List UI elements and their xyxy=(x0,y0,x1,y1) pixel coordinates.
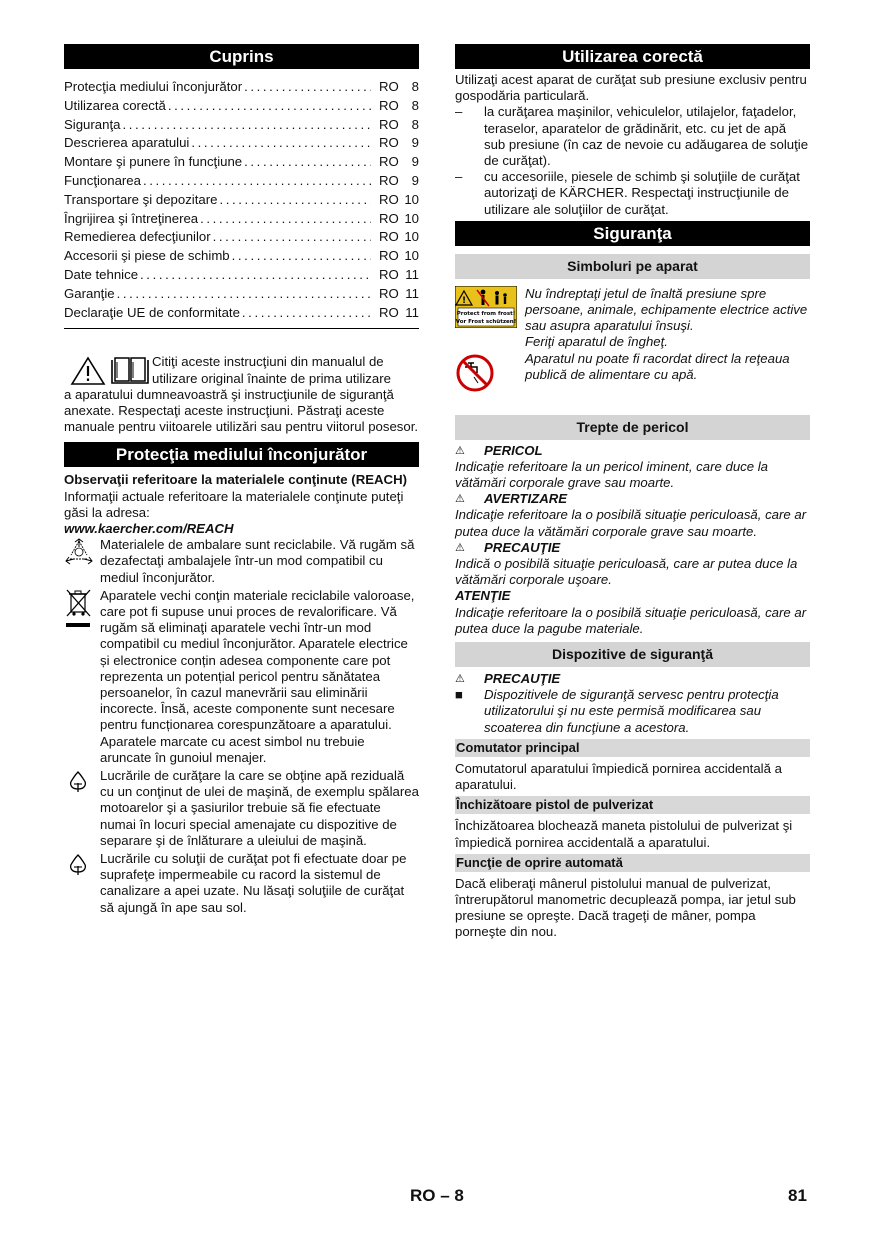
reach-text: Informaţii actuale referitoare la materialele conţinute puteţi găsi la adresa: xyxy=(64,488,404,520)
hazard-label: ATENŢIE xyxy=(455,588,511,604)
gun-lock-heading: Închizătoare pistol de pulverizat xyxy=(455,796,810,814)
symbols-text-frost: Feriţi aparatul de îngheţ. xyxy=(525,334,668,350)
toc-entry[interactable]: Utilizarea corectă ..... RO 8 xyxy=(64,97,419,116)
detergent-text: Lucrările cu soluţii de curăţat pot fi efectuate doar pe suprafeţe impermeabile cu racord la sistemul de canalizare a apei uzate. Nu lăsaţi soluţiile de curăţat să ajungă în ape sau sol. xyxy=(100,851,407,915)
toc-entry[interactable]: Remedierea defecţiunilor ..... RO 10 xyxy=(64,228,419,247)
use-intro: Utilizaţi acest aparat de curăţat sub presiune exclusiv pentru gospodăria particulară. xyxy=(455,72,807,104)
footer-section: RO – 8 xyxy=(410,1186,464,1205)
symbols-text-jet: Nu îndreptaţi jetul de înaltă presiune spre persoane, animale, echipamente electrice active sau asupra aparatului însuşi. xyxy=(525,285,808,334)
right-column xyxy=(455,44,810,941)
water-drop-icon xyxy=(66,769,90,793)
env-item xyxy=(64,588,419,766)
main-switch-heading: Comutator principal xyxy=(455,739,810,757)
warning-icon: ⚠ xyxy=(455,444,465,457)
toc-entry[interactable]: Transportare şi depozitare ..... RO 10 xyxy=(64,191,419,210)
hazard-heading: Trepte de pericol xyxy=(455,415,810,440)
hazard-label: ⚠ AVERTIZARE xyxy=(455,491,568,507)
manual-book-icon xyxy=(109,356,151,386)
toc-entry[interactable]: Declaraţie UE de conformitate ..... RO 11 xyxy=(64,304,419,323)
warning-icon: ⚠ xyxy=(455,541,465,554)
toc-entry[interactable]: Accesorii şi piese de schimb ..... RO 10 xyxy=(64,247,419,266)
toc-divider xyxy=(64,328,419,329)
hazard-text: Indicaţie referitoare la o posibilă situaţie periculoasă, care ar putea duce la pagube materiale. xyxy=(455,604,807,636)
intro-block xyxy=(64,354,419,435)
toc-entry[interactable]: Montare şi punere în funcţiune ..... RO 9 xyxy=(64,153,419,172)
hazard-label: ⚠ PRECAUŢIE xyxy=(455,539,561,555)
toc-entry[interactable]: Siguranţa ..... RO 8 xyxy=(64,116,419,135)
hazard-text: Indicaţie referitoare la un pericol iminent, care duce la vătămări corporale grave sau moarte. xyxy=(455,458,769,491)
oil-water-text: Lucrările de curăţare la care se obţine apă reziduală cu un conţinut de ulei de maşină, de exemplu spălarea motoarelor şi a şasiurilor trebuie să fie efectuate numai în locuri special amenajate cu dispozitive de separare şi de înlăturare a uleiului de maşină. xyxy=(100,768,419,848)
symbols-text-water: Aparatul nu poate fi racordat direct la reţeaua publică de alimentare cu apă. xyxy=(525,350,790,382)
toc-entry[interactable]: Îngrijirea şi întreţinerea ..... RO 10 xyxy=(64,210,419,229)
warning-icon: ⚠ xyxy=(455,493,465,506)
env-item xyxy=(64,851,419,916)
symbols-heading: Simboluri pe aparat xyxy=(455,254,810,279)
water-drop-icon xyxy=(66,852,90,876)
svg-text:!: ! xyxy=(461,295,467,306)
intro-text-rest: a aparatului dumneavoastră şi instrucţiunile de siguranţă anexate. Respectaţi aceste instrucţiuni. Păstraţi aceste manuale pentru viitoarele utilizări sau pentru viitorul posesor. xyxy=(64,386,419,435)
gun-lock-text: Închizătoarea blochează maneta pistolului de pulverizat şi împiedică pornirea accidentală a aparatului. xyxy=(455,818,793,850)
auto-stop-text: Dacă eliberaţi mânerul pistolului manual de pulverizat, întrerupătorul manometric decuplează pompa, iar jetul sub presiune se opreşte. Dacă trageţi de mâner, pompa porneşte din nou. xyxy=(455,875,796,940)
reach-url[interactable]: www.kaercher.com/REACH xyxy=(64,520,234,536)
svg-text:Protect from frost!: Protect from frost! xyxy=(456,310,516,317)
environment-heading: Protecţia mediului înconjurător xyxy=(64,442,419,467)
toc-entry[interactable]: Protecţia mediului înconjurător ..... RO 8 xyxy=(64,78,419,97)
safety-heading: Siguranţa xyxy=(455,221,810,246)
toc-heading: Cuprins xyxy=(64,44,419,69)
auto-stop-heading: Funcţie de oprire automată xyxy=(455,854,810,872)
devices-item: ■ Dispozitivele de siguranţă servesc pentru protecţia utilizatorului şi nu este permisă modificarea sau scoaterea din funcţiune a acestora. xyxy=(455,687,779,735)
hazard-text: Indicaţie referitoare la o posibilă situaţie periculoasă, care ar putea duce la vătămări corporale grave sau moarte. xyxy=(455,507,807,539)
devices-label: ⚠ PRECAUŢIE xyxy=(455,671,561,687)
reach-heading: Observaţii referitoare la materialele conţinute (REACH) xyxy=(64,472,407,488)
env-item xyxy=(64,537,419,586)
use-item: – cu accesoriile, piesele de schimb şi soluţiile de curăţat autorizaţi de KÄRCHER. Respectaţi instrucţiunile de utilizare ale soluţiilor de curăţat. xyxy=(455,169,800,217)
warning-icon: ⚠ xyxy=(455,673,465,686)
hazard-levels xyxy=(455,443,810,637)
use-item: – la curăţarea maşinilor, vehiculelor, utilajelor, faţadelor, teraselor, aparatelor de grădinărit, etc. cu jet de apă sub presiune (în caz de nevoie cu adăugarea de soluţie de curăţat). xyxy=(455,104,809,169)
recycling-icon xyxy=(64,537,94,567)
toc-entry[interactable]: Date tehnice ..... RO 11 xyxy=(64,266,419,285)
footer-page-number: 81 xyxy=(788,1186,807,1205)
toc-entry[interactable]: Descrierea aparatului ..... RO 9 xyxy=(64,134,419,153)
warning-triangle-icon xyxy=(70,356,106,386)
symbols-block-water xyxy=(455,351,810,393)
packaging-text: Materialele de ambalare sunt reciclabile. Vă rugăm să dezafectaţi ambalajele într-un mod compatibil cu mediul înconjurător. xyxy=(100,537,415,585)
bullet-square-icon: ■ xyxy=(455,687,463,703)
table-of-contents xyxy=(64,78,419,322)
hazard-label: ⚠ PERICOL xyxy=(455,442,543,458)
svg-text:Vor Frost schützen!: Vor Frost schützen! xyxy=(455,318,517,325)
hazard-text: Indică o posibilă situaţie periculoasă, care ar putea duce la vătămări corporale uşoare. xyxy=(455,556,798,588)
toc-entry[interactable]: Funcţionarea ..... RO 9 xyxy=(64,172,419,191)
left-column xyxy=(64,44,419,916)
env-item xyxy=(64,768,419,849)
main-switch-text: Comutatorul aparatului împiedică pornirea accidentală a aparatului. xyxy=(455,760,782,793)
devices-heading: Dispozitive de siguranţă xyxy=(455,642,810,667)
crossed-bin-icon xyxy=(64,588,94,628)
use-heading: Utilizarea corectă xyxy=(455,44,810,69)
symbols-block xyxy=(455,286,810,351)
old-devices-text: Aparatele vechi conţin materiale reciclabile valoroase, care pot fi supuse unui proces de revalorificare. Vă rugăm să eliminaţi aparatele vechi într-un mod compatibil cu mediul înconjurător. Aparatele electrice și electronice conțin adesea componente care pot reprezenta un potențial pericol pentru sănătatea persoanelor, în cazul manevrării sau eliminării incorecte. Însă, aceste componente sunt necesare pentru funcționarea corespunzătoare a aparatului. Aparatele marcate cu acest simbol nu trebuie aruncate în gunoiul menajer. xyxy=(100,587,415,765)
intro-text-first: Citiţi aceste instrucţiuni din manualul de utilizare original înainte de prima utilizare xyxy=(152,354,391,386)
no-direct-connection-icon xyxy=(455,353,495,393)
toc-entry[interactable]: Garanţie ..... RO 11 xyxy=(64,285,419,304)
warning-label-icon xyxy=(455,286,517,328)
